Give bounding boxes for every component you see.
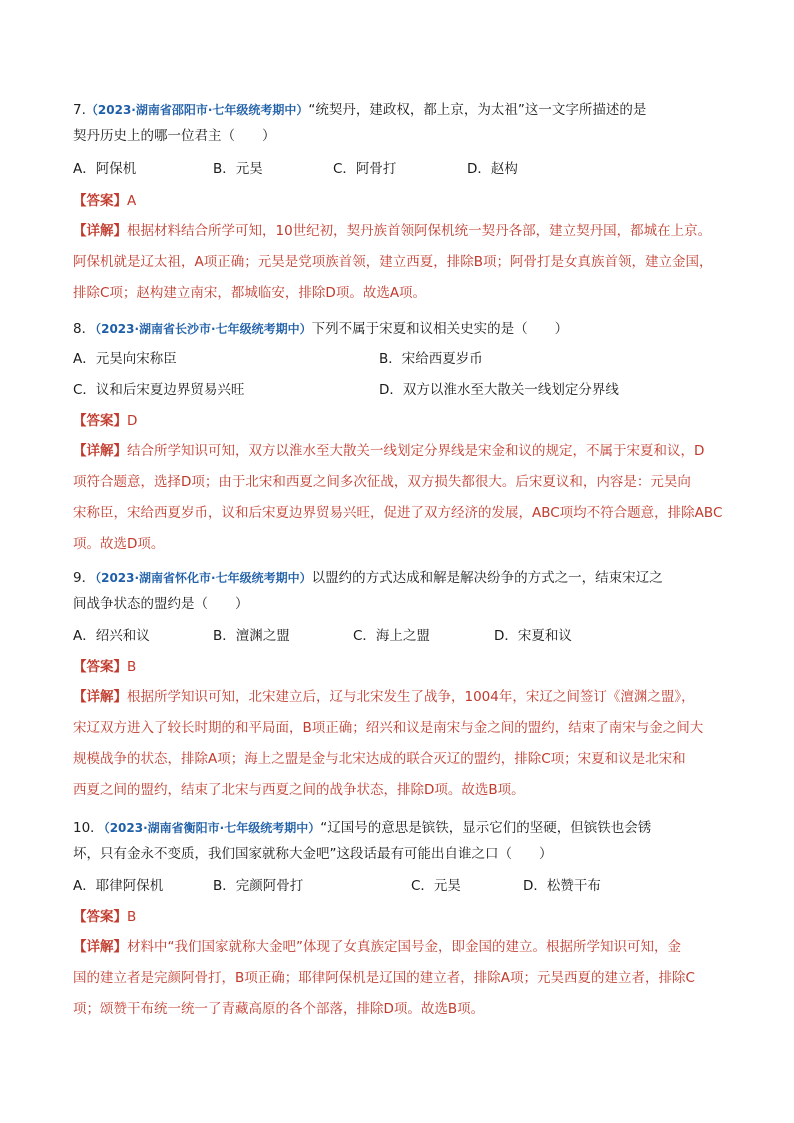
detail-tag: 【详解】 [73, 223, 127, 239]
detail-line: 排除C项；赵构建立南宋，都城临安，排除D项。故选A项。 [73, 285, 427, 301]
detail-line: 【详解】根据所学知识可知，北宋建立后，辽与北宋发生了战争，1004年，宋辽之间签订《澶渊之盟》， [73, 689, 695, 705]
detail-line: 【详解】结合所学知识可知，双方以淮水至大散关一线划定分界线是宋金和议的规定，不属于宋夏和议，D [73, 443, 705, 459]
question-8 [73, 316, 737, 560]
detail-line: 规模战争的状态，排除A项；海上之盟是金与北宋达成的联合灭辽的盟约，排除C项；宋夏和议是北宋和 [73, 751, 686, 767]
question-source: （2023·湖南省长沙市·七年级统考期中） [95, 322, 312, 336]
option-d: D．双方以淮水至大散关一线划定分界线 [379, 382, 619, 398]
answer-value: B [127, 909, 137, 925]
question-text: 下列不属于宋夏和议相关史实的是（ ） [311, 321, 569, 337]
detail [73, 932, 737, 1025]
answer-tag: 【答案】 [73, 193, 127, 209]
option-c: C．元昊 [411, 878, 461, 894]
detail [73, 436, 737, 560]
question-text-line2: 坏，只有金永不变质，我们国家就称大金吧”这段话最有可能出自谁之口（ ） [73, 846, 553, 862]
question-text-line2: 契丹历史上的哪一位君主（ ） [73, 128, 276, 144]
detail-line: 项；颂赞干布统一统一了青藏高原的各个部落，排除D项。故选B项。 [73, 1001, 485, 1017]
detail [73, 682, 737, 806]
question-7 [73, 97, 737, 309]
option-a: A．阿保机 [73, 161, 137, 177]
options-row [73, 377, 737, 403]
question-text: 以盟约的方式达成和解是解决纷争的方式之一，结束宋辽之 [311, 570, 663, 586]
detail-line: 阿保机就是辽太祖，A项正确；元昊是党项族首领，建立西夏，排除B项；阿骨打是女真族首领，建立金国， [73, 254, 713, 270]
option-c: C．海上之盟 [353, 628, 430, 644]
question-stem [73, 565, 737, 591]
options-row [73, 623, 737, 649]
options-row [73, 346, 737, 372]
question-number: 10． [73, 820, 104, 836]
option-b: B．完颜阿骨打 [213, 878, 304, 894]
question-10 [73, 815, 737, 1025]
answer-tag: 【答案】 [73, 659, 127, 675]
question-number: 8． [73, 321, 96, 337]
option-d: D．松赞干布 [523, 878, 601, 894]
question-source: （2023·湖南省怀化市·七年级统考期中） [95, 571, 312, 585]
answer-line [73, 654, 737, 680]
answer-tag: 【答案】 [73, 413, 127, 429]
question-text: “辽国号的意思是镔铁，显示它们的坚硬，但镔铁也会锈 [320, 820, 652, 836]
question-9 [73, 565, 737, 806]
option-a: A．元昊向宋称臣 [73, 351, 177, 367]
answer-line [73, 408, 737, 434]
option-b: B．澶渊之盟 [213, 628, 290, 644]
answer-line [73, 188, 737, 214]
question-source: （2023·湖南省衡阳市·七年级统考期中） [103, 821, 321, 835]
answer-value: B [127, 659, 137, 675]
detail [73, 216, 737, 309]
answer-tag: 【答案】 [73, 909, 127, 925]
detail-tag: 【详解】 [73, 689, 127, 705]
detail-line: 西夏之间的盟约，结束了北宋与西夏之间的战争状态，排除D项。故选B项。 [73, 782, 525, 798]
option-d: D．宋夏和议 [494, 628, 572, 644]
question-number: 7. [73, 102, 86, 118]
question-text-line2: 间战争状态的盟约是（ ） [73, 596, 249, 612]
option-d: D．赵构 [467, 161, 518, 177]
option-b: B．宋给西夏岁币 [379, 351, 483, 367]
option-a: A．耶律阿保机 [73, 878, 164, 894]
detail-line: 宋称臣，宋给西夏岁币，议和后宋夏边界贸易兴旺，促进了双方经济的发展，ABC项均不符合题意，排除ABC [73, 505, 723, 521]
detail-line: 宋辽双方进入了较长时期的和平局面，B项正确；绍兴和议是南宋与金之间的盟约，结束了南宋与金之间大 [73, 720, 704, 736]
answer-value: D [127, 413, 138, 429]
question-stem [73, 815, 737, 841]
options-row [73, 156, 737, 182]
detail-line: 【详解】根据材料结合所学可知，10世纪初，契丹族首领阿保机统一契丹各部，建立契丹国，都城在上京。 [73, 223, 712, 239]
question-source: （2023·湖南省邵阳市·七年级统考期中） [85, 103, 309, 117]
question-stem [73, 316, 737, 342]
option-b: B．元昊 [213, 161, 263, 177]
answer-value: A [127, 193, 137, 209]
detail-tag: 【详解】 [73, 443, 127, 459]
question-text: “统契丹，建政权，都上京，为太祖”这一文字所描述的是 [308, 102, 647, 118]
option-a: A．绍兴和议 [73, 628, 150, 644]
detail-line: 项。故选D项。 [73, 536, 165, 552]
question-stem [73, 97, 737, 123]
detail-line: 国的建立者是完颜阿骨打，B项正确；耶律阿保机是辽国的建立者，排除A项；元昊西夏的建立者，排除C [73, 970, 695, 986]
answer-line [73, 904, 737, 930]
detail-line: 项符合题意，选择D项；由于北宋和西夏之间多次征战，双方损失都很大。后宋夏议和，内容是：元昊向 [73, 474, 691, 490]
option-c: C．议和后宋夏边界贸易兴旺 [73, 382, 245, 398]
question-number: 9． [73, 570, 96, 586]
detail-tag: 【详解】 [73, 939, 127, 955]
detail-line: 【详解】材料中“我们国家就称大金吧”体现了女真族定国号金，即金国的建立。根据所学知识可知，金 [73, 939, 681, 955]
options-row [73, 873, 737, 899]
option-c: C．阿骨打 [333, 161, 397, 177]
